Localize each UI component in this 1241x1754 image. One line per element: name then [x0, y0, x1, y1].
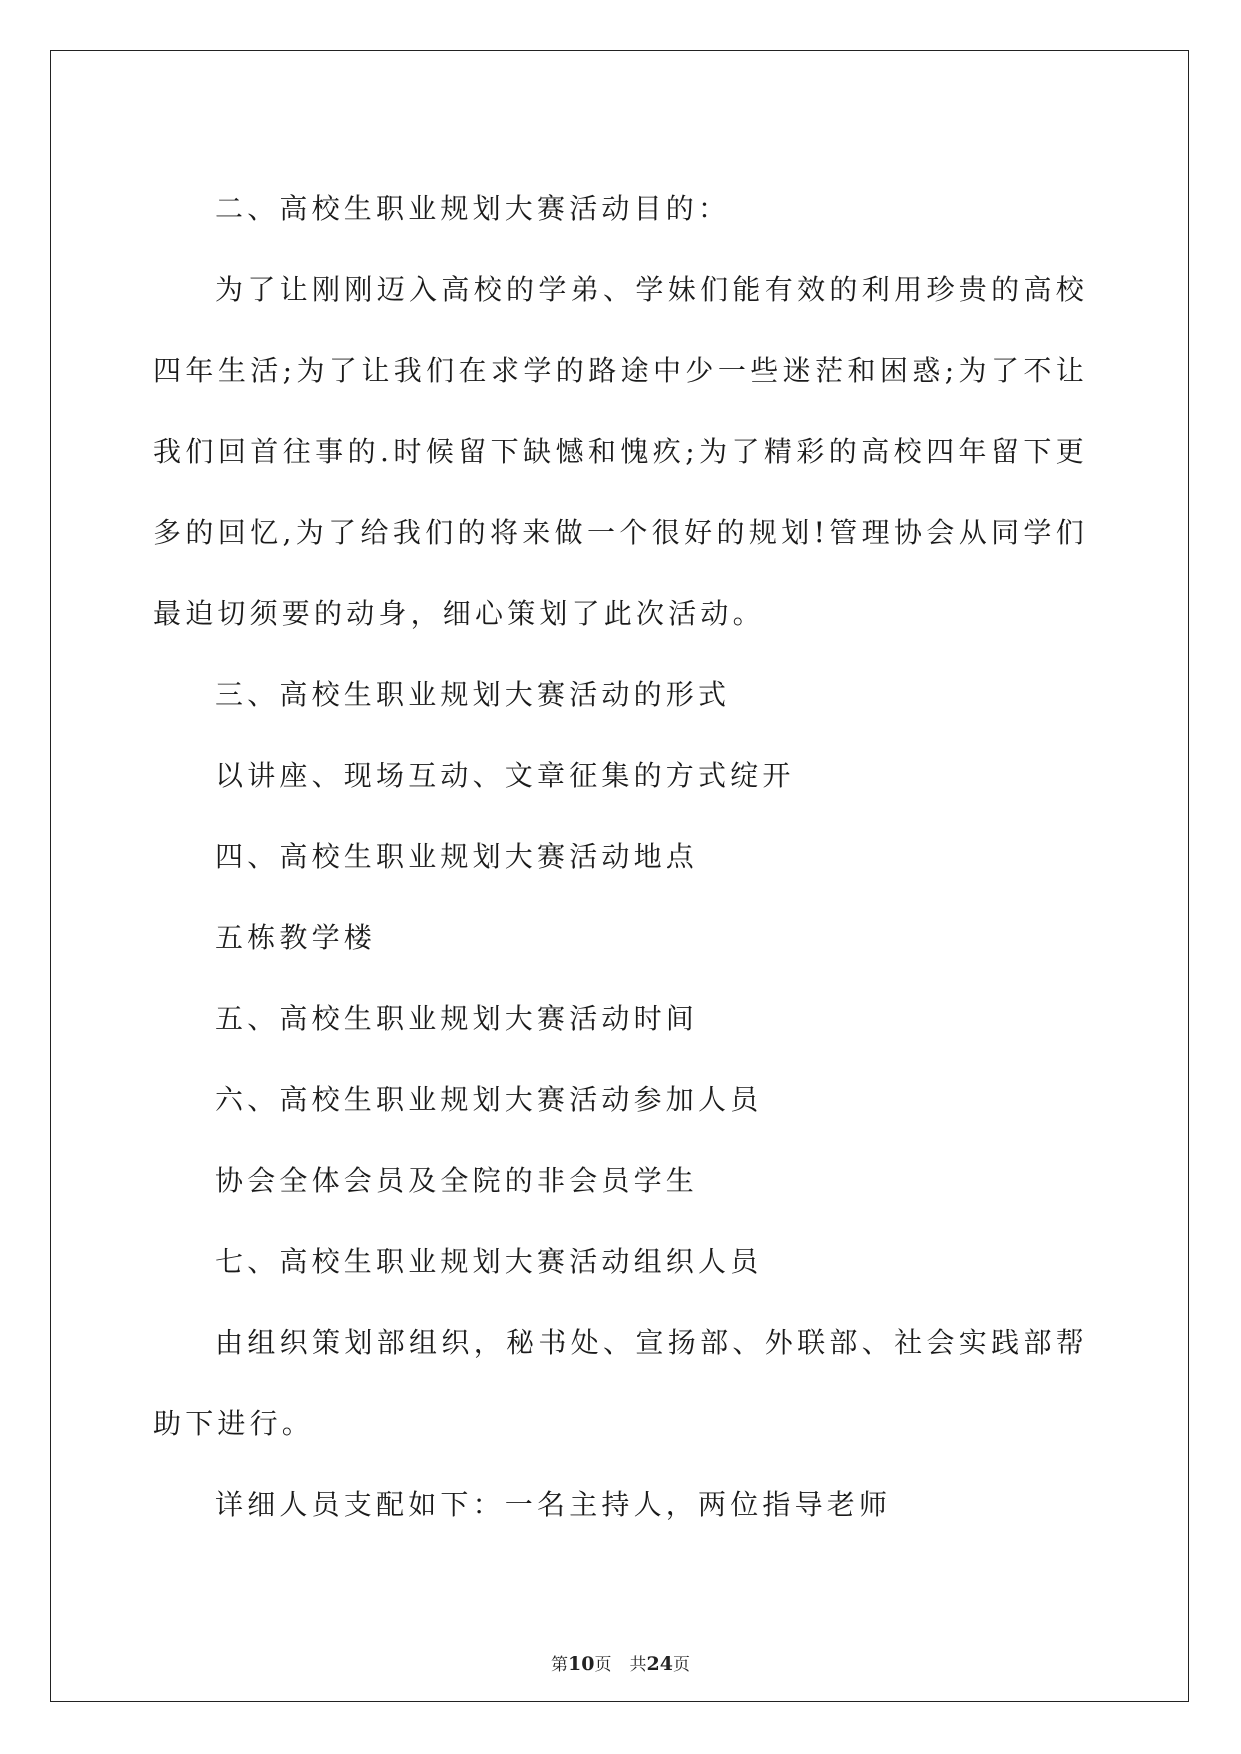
total-pages: 24 — [646, 1653, 673, 1675]
total-suffix: 页 — [672, 1655, 690, 1675]
page-prefix: 第 — [551, 1655, 569, 1675]
document-body — [153, 168, 1088, 1545]
page-footer — [0, 1650, 1241, 1675]
heading-activity-time: 五、高校生职业规划大赛活动时间 — [215, 1002, 699, 1035]
page-number: 10 — [568, 1653, 595, 1675]
paragraph-staff-arrangement: 详细人员支配如下：一名主持人，两位指导老师 — [215, 1488, 892, 1521]
heading-activity-organizers: 七、高校生职业规划大赛活动组织人员 — [215, 1245, 763, 1278]
heading-activity-participants: 六、高校生职业规划大赛活动参加人员 — [215, 1083, 763, 1116]
paragraph-purpose-body: 为了让刚刚迈入高校的学弟、学妹们能有效的利用珍贵的高校四年生活;为了让我们在求学的路途中少一些迷茫和困惑;为了不让我们回首往事的.时候留下缺憾和愧疚;为了精彩的高校四年留下更多的回忆,为了给我们的将来做一个很好的规划!管理协会从同学们最迫切须要的动身，细心策划了此次活动。 — [153, 273, 1088, 630]
paragraph-form-body: 以讲座、现场互动、文章征集的方式绽开 — [215, 759, 795, 792]
page-suffix: 页 — [594, 1655, 612, 1675]
heading-activity-purpose: 二、高校生职业规划大赛活动目的： — [215, 192, 731, 225]
heading-activity-location: 四、高校生职业规划大赛活动地点 — [215, 840, 699, 873]
paragraph-organizers-body: 由组织策划部组织，秘书处、宣扬部、外联部、社会实践部帮助下进行。 — [153, 1326, 1088, 1440]
total-prefix: 共 — [629, 1655, 647, 1675]
paragraph-participants-body: 协会全体会员及全院的非会员学生 — [215, 1164, 699, 1197]
heading-activity-form: 三、高校生职业规划大赛活动的形式 — [215, 678, 731, 711]
paragraph-location-body: 五栋教学楼 — [215, 921, 377, 954]
